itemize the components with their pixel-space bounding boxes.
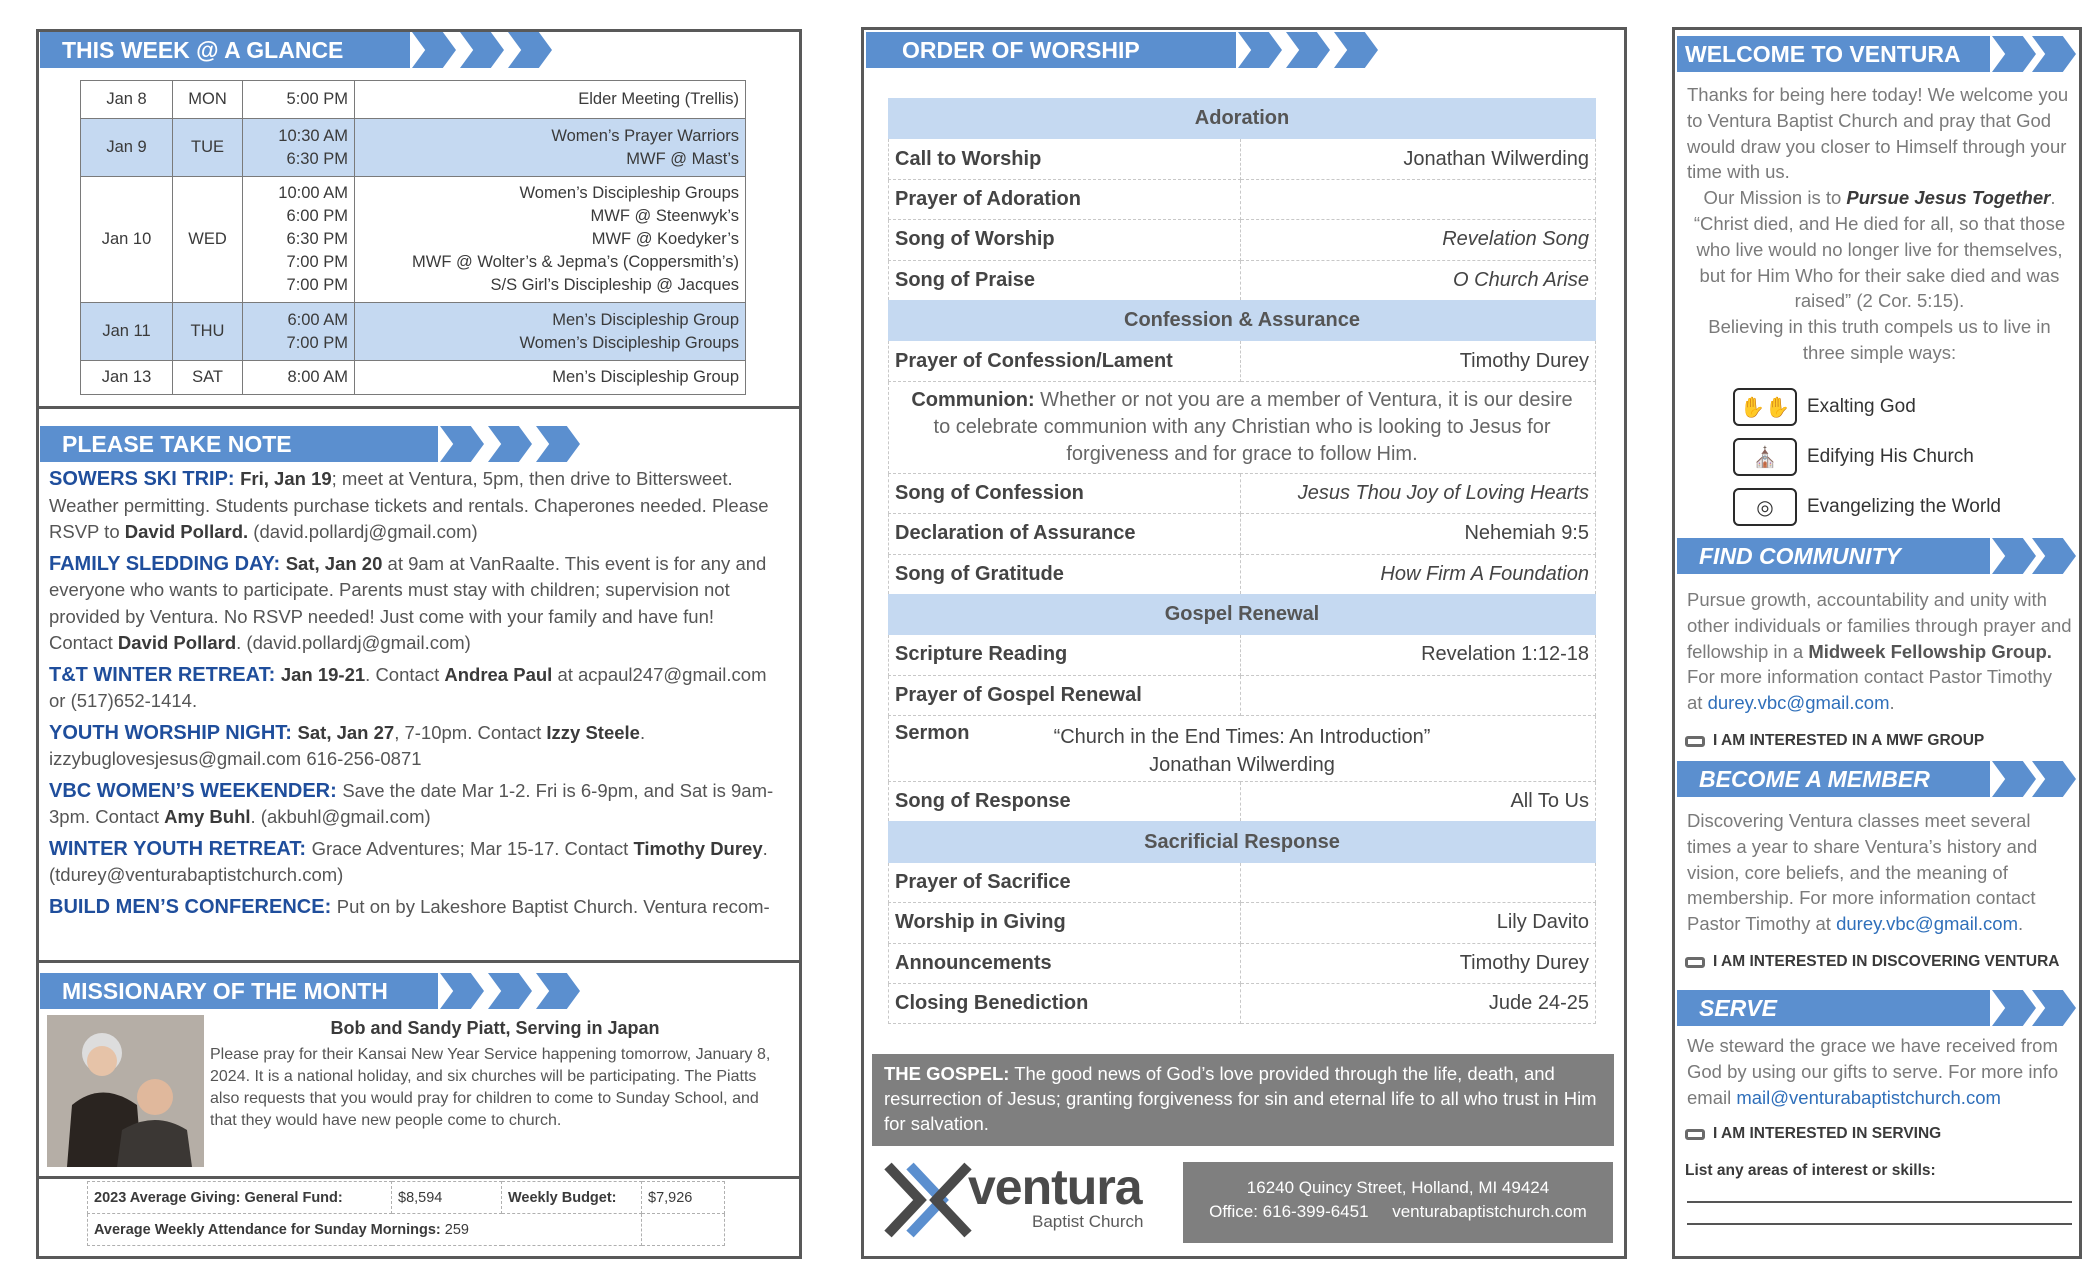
worship-leader: Revelation 1:12-18: [1241, 635, 1596, 675]
member-band: [1677, 761, 1990, 797]
worship-item: Song of Worship: [889, 220, 1241, 260]
notes-band: [40, 426, 438, 462]
worship-row: [889, 943, 1596, 983]
way-label: Edifying His Church: [1807, 446, 1974, 467]
sermon-cell: [889, 716, 1596, 782]
address-box: [1183, 1162, 1613, 1243]
fund-value: $8,594: [392, 1182, 502, 1214]
note-text: , 7-10pm. Contact: [394, 721, 547, 743]
church-icon: ⛪: [1733, 438, 1797, 476]
contact-line: [1183, 1200, 1613, 1224]
glance-event: Women’s Discipleship Groups: [519, 333, 739, 352]
divider: [36, 960, 802, 963]
worship-leader: How Firm A Foundation: [1241, 554, 1596, 594]
member-t2: .: [2018, 913, 2024, 935]
worship-item: Prayer of Adoration: [889, 179, 1241, 219]
glance-event: Men’s Discipleship Group: [552, 310, 739, 329]
fund-label: 2023 Average Giving: General Fund:: [88, 1182, 392, 1214]
mission-verse: . “Christ died, and He died for all, so that those who live would no longer live for themselves, but for Him Who for their sake died and was raised” (2 Cor. 5:15).: [1693, 187, 2066, 312]
empty-cell: [642, 1214, 725, 1246]
glance-date: Jan 10: [81, 177, 173, 303]
write-line[interactable]: [1687, 1201, 2072, 1203]
sermon-title: “Church in the End Times: An Introduction”: [1053, 725, 1431, 748]
notes-title: PLEASE TAKE NOTE: [62, 431, 292, 457]
mission-lead: Our Mission is to: [1703, 187, 1847, 209]
note-text: Grace Adventures; Mar 15-17. Contact: [311, 837, 634, 859]
glance-table: [80, 80, 746, 395]
budget-value: $7,926: [642, 1182, 725, 1214]
worship-table: [888, 98, 1596, 1024]
worship-leader: [1241, 675, 1596, 715]
worship-leader: [1241, 862, 1596, 902]
worship-section: [889, 594, 1596, 634]
worship-leader: [1241, 179, 1596, 219]
note-item: [49, 662, 777, 715]
glance-time: 5:00 PM: [286, 90, 348, 108]
attendance-value: 259: [444, 1221, 469, 1238]
worship-leader: Timothy Durey: [1241, 943, 1596, 983]
note-bold: Sat, Jan 20: [285, 552, 383, 574]
glance-time: 10:00 AM: [278, 184, 348, 202]
glance-event: MWF @ Steenwyk’s: [590, 207, 739, 225]
note-bold: Amy Buhl: [164, 806, 251, 827]
glance-event: MWF @ Koedyker’s: [591, 230, 739, 248]
write-line[interactable]: [1687, 1223, 2072, 1225]
logo-mark-icon: [880, 1158, 975, 1243]
glance-band: [40, 32, 410, 68]
office-phone: Office: 616-399-6451: [1209, 1202, 1369, 1221]
glance-event: MWF @ Wolter’s & Jepma’s (Coppersmith’s): [412, 253, 739, 271]
notes-list: [49, 466, 777, 925]
worship-leader: All To Us: [1241, 782, 1596, 822]
worship-title: ORDER OF WORSHIP: [902, 37, 1140, 63]
divider: [36, 1176, 802, 1179]
welcome-p1: Thanks for being here today! We welcome you to Ventura Baptist Church and pray that God would draw you closer to Himself through your time with us.: [1687, 84, 2069, 183]
address: 16240 Quincy Street, Holland, MI 49424: [1246, 1178, 1550, 1197]
worship-row: [889, 903, 1596, 943]
note-heading: YOUTH WORSHIP NIGHT:: [49, 721, 298, 744]
missionary-name: Bob and Sandy Piatt, Serving in Japan: [330, 1018, 660, 1038]
website[interactable]: venturabaptistchurch.com: [1392, 1202, 1587, 1221]
checkbox-icon[interactable]: [1685, 957, 1705, 968]
note-text: at acpaul247@gmail.com or (517)652-1414.: [49, 663, 767, 711]
note-text: . izzybuglovesjesus@gmail.com 616-256-0871: [49, 721, 646, 769]
worship-row: [889, 862, 1596, 902]
note-item: [49, 778, 777, 831]
worship-row: [889, 179, 1596, 219]
glance-time: 6:30 PM: [286, 230, 348, 248]
glance-time: 6:30 PM: [286, 149, 348, 168]
communion-desc: Whether or not you are a member of Ventura, it is our desire to celebrate communion with any Christian who is looking to Jesus for forgiveness and for grace to follow Him.: [933, 388, 1573, 465]
glance-events: [355, 119, 746, 177]
welcome-text: [1687, 82, 2072, 366]
way-item: [1733, 482, 2001, 532]
attendance-label: Average Weekly Attendance for Sunday Mornings:: [94, 1221, 441, 1238]
communion-label: Communion:: [911, 388, 1035, 411]
welcome-band: [1677, 36, 1990, 72]
giving-table: [87, 1181, 725, 1246]
worship-row: [889, 260, 1596, 300]
glance-event: MWF @ Mast’s: [626, 149, 739, 168]
worship-row: [889, 473, 1596, 513]
worship-row: [889, 782, 1596, 822]
discovering-check[interactable]: [1685, 953, 2059, 971]
worship-item: Closing Benediction: [889, 984, 1241, 1024]
note-bold: Jan 19-21: [280, 663, 366, 685]
note-item: [49, 551, 777, 657]
glance-title: THIS WEEK @ A GLANCE: [62, 37, 344, 63]
glance-event: S/S Girl’s Discipleship @ Jacques: [490, 276, 739, 294]
note-heading: VBC WOMEN’S WEEKENDER:: [49, 779, 343, 802]
note-item: [49, 466, 777, 546]
community-text: [1687, 587, 2072, 716]
section-title: Adoration: [889, 99, 1596, 139]
worship-item: Song of Confession: [889, 473, 1241, 513]
missionary-band: [40, 973, 438, 1009]
note-item: [49, 836, 777, 889]
serve-check-label: I AM INTERESTED IN SERVING: [1713, 1125, 1942, 1142]
ventura-logo: [880, 1158, 1160, 1243]
glance-day: MON: [173, 81, 243, 119]
mwf-check[interactable]: [1685, 732, 1984, 750]
worship-item: Prayer of Confession/Lament: [889, 341, 1241, 381]
worship-row: [889, 675, 1596, 715]
community-t1: Pursue growth, accountability and unity with other individuals or families through prayer and fellowship in a: [1687, 589, 2072, 662]
gospel-text: The good news of God’s love provided through the life, death, and resurrection of Jesus; granting forgiveness for sin and eternal life to all who trust in Him for salvation.: [884, 1063, 1597, 1134]
community-title: FIND COMMUNITY: [1699, 543, 1901, 569]
glance-event: Men’s Discipleship Group: [552, 368, 739, 386]
glance-row: [81, 303, 746, 361]
worship-row: [889, 554, 1596, 594]
glance-date: Jan 11: [81, 303, 173, 361]
glance-times: [243, 303, 355, 361]
worship-leader: Revelation Song: [1241, 220, 1596, 260]
note-bold: Izzy Steele: [546, 721, 640, 743]
community-bold: Midweek Fellowship Group.: [1808, 640, 2052, 662]
section-title: Confession & Assurance: [889, 300, 1596, 340]
glance-events: [355, 177, 746, 303]
serve-title: SERVE: [1699, 995, 1777, 1021]
note-item: [49, 720, 777, 773]
welcome-p2: [1687, 185, 2072, 314]
missionary-title: MISSIONARY OF THE MONTH: [62, 978, 388, 1004]
worship-section: [889, 300, 1596, 340]
glance-row: [81, 361, 746, 395]
note-bold: Fri, Jan 19: [240, 468, 332, 489]
worship-leader: Timothy Durey: [1241, 341, 1596, 381]
note-heading: FAMILY SLEDDING DAY:: [49, 552, 286, 575]
note-bold: Andrea Paul: [444, 663, 553, 685]
note-heading: WINTER YOUTH RETREAT:: [49, 837, 312, 860]
note-text: Put on by Lakeshore Baptist Church. Ventura recom-: [336, 895, 770, 917]
budget-label: Weekly Budget:: [502, 1182, 642, 1214]
community-band: [1677, 538, 1990, 574]
worship-section: [889, 822, 1596, 862]
glance-event: Women’s Discipleship Groups: [519, 184, 739, 202]
note-text: . (tdurey@venturabaptistchurch.com): [49, 837, 768, 885]
section-title: Sacrificial Response: [889, 822, 1596, 862]
worship-leader: Jonathan Wilwerding: [1241, 139, 1596, 179]
glance-times: [243, 361, 355, 395]
glance-row: [81, 81, 746, 119]
way-item: [1733, 382, 2001, 432]
member-t1: Discovering Ventura classes meet several times a year to share Ventura’s history and vision, core beliefs, and the meaning of membership. For more information contact Pastor Timothy at: [1687, 810, 2038, 935]
logo-sub: Baptist Church: [1032, 1212, 1144, 1231]
worship-item: Song of Response: [889, 782, 1241, 822]
glance-row: [81, 177, 746, 303]
checkbox-icon[interactable]: [1685, 1129, 1705, 1140]
worship-row: [889, 139, 1596, 179]
missionary-text: Please pray for their Kansai New Year Service happening tomorrow, January 8, 2024. It is a national holiday, and six churches will be participating. The Piatts also requests that you would pray for children to come to Sunday School, and that they would have new people come to church.: [210, 1046, 771, 1129]
worship-row: [889, 984, 1596, 1024]
logo-name: ventura: [968, 1159, 1142, 1215]
ways-list: [1733, 382, 2001, 532]
sermon-speaker: Jonathan Wilwerding: [1149, 753, 1335, 776]
way-label: Exalting God: [1807, 396, 1916, 417]
worship-leader: Jude 24-25: [1241, 984, 1596, 1024]
glance-time: 6:00 AM: [287, 310, 348, 329]
note-bold: Sat, Jan 27: [297, 721, 395, 743]
gospel-box: [872, 1054, 1614, 1146]
worship-item: Announcements: [889, 943, 1241, 983]
note-heading: T&T WINTER RETREAT:: [49, 663, 281, 686]
member-title: BECOME A MEMBER: [1699, 766, 1930, 792]
communion-row: [889, 381, 1596, 473]
welcome-p3: Believing in this truth compels us to live in three simple ways:: [1708, 316, 2051, 363]
worship-section: [889, 99, 1596, 139]
glance-events: [355, 303, 746, 361]
worship-leader: Nehemiah 9:5: [1241, 514, 1596, 554]
note-text: (david.pollardj@gmail.com): [248, 521, 478, 542]
note-text: Save the date Mar 1-2. Fri is 6-9pm, and Sat is 9am-3pm. Contact: [49, 779, 774, 827]
serve-list-label: [1685, 1162, 1936, 1180]
worship-item: Prayer of Sacrifice: [889, 862, 1241, 902]
note-text: . (akbuhl@gmail.com): [250, 806, 431, 827]
glance-day: SAT: [173, 361, 243, 395]
glance-events: [355, 81, 746, 119]
glance-date: Jan 13: [81, 361, 173, 395]
globe-icon: ◎: [1733, 488, 1797, 526]
way-label: Evangelizing the World: [1807, 496, 2001, 517]
glance-date: Jan 8: [81, 81, 173, 119]
glance-date: Jan 9: [81, 119, 173, 177]
glance-times: [243, 177, 355, 303]
serve-t1: We steward the grace we have received from God by using our gifts to serve. For more info email: [1687, 1035, 2059, 1108]
worship-leader: Lily Davito: [1241, 903, 1596, 943]
serve-list-text: List any areas of interest or skills:: [1685, 1162, 1936, 1179]
way-item: [1733, 432, 2001, 482]
worship-item: Song of Gratitude: [889, 554, 1241, 594]
note-item: [49, 894, 777, 921]
glance-time: 7:00 PM: [286, 333, 348, 352]
section-title: Gospel Renewal: [889, 594, 1596, 634]
mission: Pursue Jesus Together: [1846, 187, 2051, 209]
glance-event: Elder Meeting (Trellis): [578, 90, 739, 108]
glance-event: Women’s Prayer Warriors: [551, 126, 739, 145]
discovering-check-label: I AM INTERESTED IN DISCOVERING VENTURA: [1713, 953, 2060, 970]
note-bold: David Pollard.: [124, 521, 249, 542]
worship-band: [866, 32, 1236, 68]
note-bold: David Pollard: [117, 632, 237, 653]
worship-item: Worship in Giving: [889, 903, 1241, 943]
worship-row: [889, 514, 1596, 554]
gospel-label: THE GOSPEL:: [884, 1063, 1010, 1084]
sermon-label: Sermon: [895, 722, 970, 745]
worship-row: [889, 341, 1596, 381]
communion-text: [889, 381, 1596, 473]
note-bold: Timothy Durey: [633, 837, 763, 859]
serve-band: [1677, 990, 1990, 1026]
glance-time: 7:00 PM: [286, 253, 348, 271]
glance-events: [355, 361, 746, 395]
glance-day: WED: [173, 177, 243, 303]
attendance: [88, 1214, 642, 1246]
worship-leader: Jesus Thou Joy of Loving Hearts: [1241, 473, 1596, 513]
serve-check[interactable]: [1685, 1125, 1941, 1143]
worship-leader: O Church Arise: [1241, 260, 1596, 300]
note-heading: SOWERS SKI TRIP:: [49, 468, 241, 490]
worship-item: Declaration of Assurance: [889, 514, 1241, 554]
glance-day: THU: [173, 303, 243, 361]
note-text: . (david.pollardj@gmail.com): [236, 632, 471, 653]
serve-email[interactable]: mail@venturabaptistchurch.com: [1736, 1086, 2001, 1108]
member-email[interactable]: durey.vbc@gmail.com: [1836, 913, 2019, 935]
member-text: [1687, 808, 2072, 937]
glance-times: [243, 81, 355, 119]
missionary-photo: [47, 1015, 204, 1167]
note-heading: BUILD MEN’S CONFERENCE:: [49, 895, 337, 918]
note-text: at 9am at VanRaalte. This event is for any and everyone who wants to participate. Parents must stay with children; supervision not provided by Ventura. No RSVP needed! Just come with your family and have fun! Contact: [49, 552, 767, 653]
worship-row: [889, 635, 1596, 675]
worship-item: Song of Praise: [889, 260, 1241, 300]
worship-hands-icon: ✋✋: [1733, 388, 1797, 426]
worship-row: [889, 220, 1596, 260]
community-t2: For more information contact Pastor Timothy at: [1687, 666, 2052, 714]
glance-time: 6:00 PM: [286, 207, 348, 225]
sermon-row: [889, 716, 1596, 782]
note-text: . Contact: [365, 663, 445, 685]
glance-time: 10:30 AM: [278, 126, 348, 145]
worship-item: Prayer of Gospel Renewal: [889, 675, 1241, 715]
mwf-check-label: I AM INTERESTED IN A MWF GROUP: [1713, 732, 1985, 749]
note-text: ; meet at Ventura, 5pm, then drive to Bittersweet. Weather permitting. Students purchase tickets and rentals. Chaperones needed. Please RSVP to: [49, 468, 769, 542]
glance-row: [81, 119, 746, 177]
glance-time: 8:00 AM: [287, 368, 348, 386]
divider: [36, 406, 802, 409]
glance-time: 7:00 PM: [286, 276, 348, 294]
glance-day: TUE: [173, 119, 243, 177]
worship-item: Call to Worship: [889, 139, 1241, 179]
community-t3: .: [1889, 692, 1895, 714]
serve-text: [1687, 1033, 2072, 1110]
community-email[interactable]: durey.vbc@gmail.com: [1707, 692, 1890, 714]
welcome-title: WELCOME TO VENTURA: [1685, 41, 1961, 67]
worship-item: Scripture Reading: [889, 635, 1241, 675]
glance-times: [243, 119, 355, 177]
checkbox-icon[interactable]: [1685, 736, 1705, 747]
